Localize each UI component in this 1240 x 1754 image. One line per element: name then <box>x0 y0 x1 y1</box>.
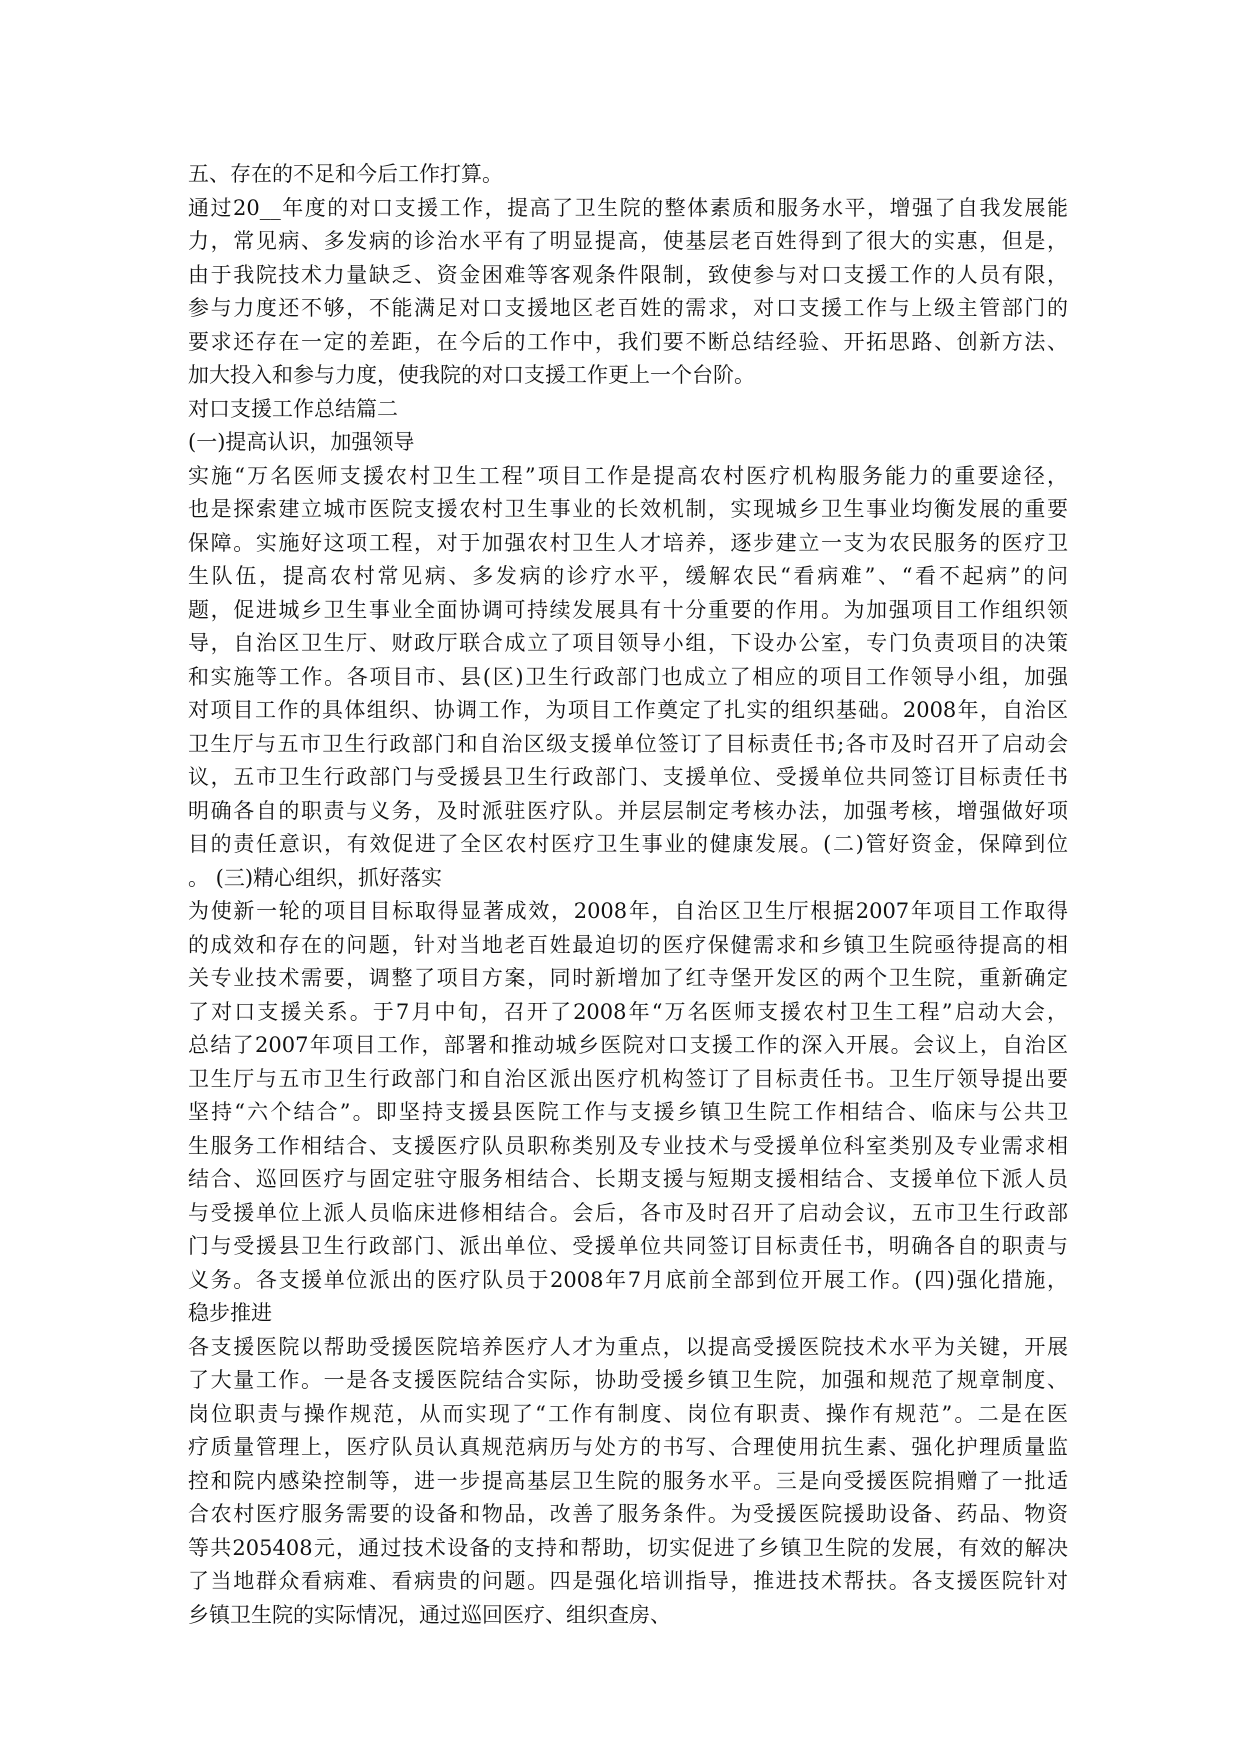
text-line: 卫生厅与五市卫生行政部门和自治区级支援单位签订了目标责任书;各市及时召开了启动会 <box>188 731 1068 756</box>
text-line: 疗质量管理上，医疗队员认真规范病历与处方的书写、合理使用抗生素、强化护理质量监 <box>188 1435 1068 1459</box>
text-line: 明确各自的职责与义务，及时派驻医疗队。并层层制定考核办法，加强考核，增强做好项 <box>188 798 1068 823</box>
text-line: 生队伍，提高农村常见病、多发病的诊疗水平，缓解农民“看病难”、“看不起病”的问 <box>188 564 1068 588</box>
text-line: 生服务工作相结合、支援医疗队员职称类别及专业技术与受援单位科室类别及专业需求相 <box>188 1133 1068 1158</box>
text-line: 的成效和存在的问题，针对当地老百姓最迫切的医疗保健需求和乡镇卫生院亟待提高的相 <box>188 932 1068 957</box>
text-line: 等共205408元，通过技术设备的支持和帮助，切实促进了乡镇卫生院的发展，有效的解决 <box>188 1535 1068 1560</box>
text-line: 参与力度还不够，不能满足对口支援地区老百姓的需求，对口支援工作与上级主管部门的 <box>188 296 1068 320</box>
text-line: 卫生厅与五市卫生行政部门和自治区派出医疗机构签订了目标责任书。卫生厅领导提出要 <box>188 1066 1068 1091</box>
text-line: 结合、巡回医疗与固定驻守服务相结合、长期支援与短期支援相结合、支援单位下派人员 <box>188 1167 1068 1191</box>
text-line: 。 (三)精心组织，抓好落实 <box>188 865 443 890</box>
text-line: 对项目工作的具体组织、协调工作，为项目工作奠定了扎实的组织基础。2008年，自治区 <box>188 698 1068 722</box>
text-line: 由于我院技术力量缺乏、资金困难等客观条件限制，致使参与对口支援工作的人员有限， <box>188 262 1068 287</box>
text-line: 合农村医疗服务需要的设备和物品，改善了服务条件。为受援医院援助设备、药品、物资 <box>188 1502 1068 1526</box>
text-line: 保障。实施好这项工程，对于加强农村卫生人才培养，逐步建立一支为农民服务的医疗卫 <box>188 530 1068 555</box>
text-line: 关专业技术需要，调整了项目方案，同时新增加了红寺堡开发区的两个卫生院，重新确定 <box>188 966 1068 990</box>
text-line: 和实施等工作。各项目市、县(区)卫生行政部门也成立了相应的项目工作领导小组，加强 <box>188 664 1068 689</box>
text-line: 了对口支援关系。于7月中旬，召开了2008年“万名医师支援农村卫生工程”启动大会， <box>188 999 1068 1024</box>
text-line: 五、存在的不足和今后工作打算。 <box>188 162 503 186</box>
text-line: 通过20__年度的对口支援工作，提高了卫生院的整体素质和服务水平，增强了自我发展能 <box>188 195 1068 220</box>
text-line: 控和院内感染控制等，进一步提高基层卫生院的服务水平。三是向受援医院捐赠了一批适 <box>188 1468 1068 1493</box>
text-line: 了当地群众看病难、看病贵的问题。四是强化培训指导，推进技术帮扶。各支援医院针对 <box>188 1569 1068 1593</box>
text-line: 与受援单位上派人员临床进修相结合。会后，各市及时召开了启动会议，五市卫生行政部 <box>188 1200 1068 1225</box>
text-line: 对口支援工作总结篇二 <box>188 396 398 421</box>
text-line: 各支援医院以帮助受援医院培养医疗人才为重点，以提高受援医院技术水平为关键，开展 <box>188 1334 1068 1359</box>
text-line: 导，自治区卫生厅、财政厅联合成立了项目领导小组，下设办公室，专门负责项目的决策 <box>188 631 1068 655</box>
text-line: 目的责任意识，有效促进了全区农村医疗卫生事业的健康发展。(二)管好资金，保障到位 <box>188 832 1068 856</box>
text-line: 议，五市卫生行政部门与受援县卫生行政部门、支援单位、受援单位共同签订目标责任书 <box>188 765 1068 789</box>
text-line: 坚持“六个结合”。即坚持支援县医院工作与支援乡镇卫生院工作相结合、临床与公共卫 <box>188 1100 1068 1124</box>
text-line: 要求还存在一定的差距，在今后的工作中，我们要不断总结经验、开拓思路、创新方法、 <box>188 329 1068 354</box>
text-line: 为使新一轮的项目目标取得显著成效，2008年，自治区卫生厅根据2007年项目工作取得 <box>188 899 1068 923</box>
text-line: 加大投入和参与力度，使我院的对口支援工作更上一个台阶。 <box>188 363 755 387</box>
text-line: 实施“万名医师支援农村卫生工程”项目工作是提高农村医疗机构服务能力的重要途径， <box>188 463 1068 488</box>
text-line: 岗位职责与操作规范，从而实现了“工作有制度、岗位有职责、操作有规范”。二是在医 <box>188 1401 1068 1426</box>
text-line: 力，常见病、多发病的诊治水平有了明显提高，使基层老百姓得到了很大的实惠，但是， <box>188 229 1068 253</box>
text-line: 了大量工作。一是各支援医院结合实际，协助受援乡镇卫生院，加强和规范了规章制度、 <box>188 1368 1068 1392</box>
text-line: (一)提高认识，加强领导 <box>188 430 415 454</box>
text-line: 题，促进城乡卫生事业全面协调可持续发展具有十分重要的作用。为加强项目工作组织领 <box>188 597 1068 622</box>
text-line: 稳步推进 <box>188 1301 272 1325</box>
document-body <box>188 158 1068 1632</box>
text-line: 总结了2007年项目工作，部署和推动城乡医院对口支援工作的深入开展。会议上，自治区 <box>188 1033 1068 1057</box>
text-line: 义务。各支援单位派出的医疗队员于2008年7月底前全部到位开展工作。(四)强化措施， <box>188 1267 1068 1292</box>
text-line: 乡镇卫生院的实际情况，通过巡回医疗、组织查房、 <box>188 1602 671 1627</box>
text-line: 门与受援县卫生行政部门、派出单位、受援单位共同签订目标责任书，明确各自的职责与 <box>188 1234 1068 1258</box>
text-line: 也是探索建立城市医院支援农村卫生事业的长效机制，实现城乡卫生事业均衡发展的重要 <box>188 497 1068 521</box>
